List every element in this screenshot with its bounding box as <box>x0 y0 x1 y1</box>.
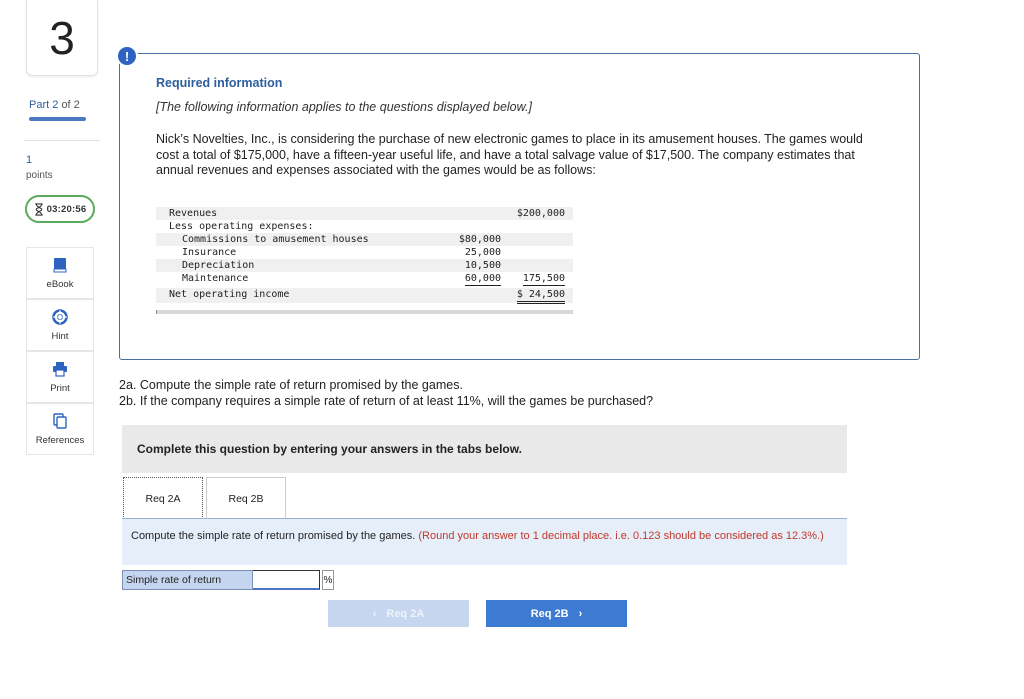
chevron-right-icon: › <box>578 607 583 620</box>
income-statement-table <box>156 204 573 314</box>
points-value: 1 <box>26 154 33 166</box>
hint-label: Hint <box>51 330 69 342</box>
simple-rate-label: Simple rate of return <box>122 570 253 590</box>
part-progress-bar <box>29 117 86 121</box>
problem-description: Nick’s Novelties, Inc., is considering the purchase of new electronic games to place in its amusement houses. The games would cost a total of $175,000, have a fifteen-year useful life, and have a total salvage value of $17,500. The company estimates that annual revenues and expenses associated with the games would be as follows: <box>156 132 863 177</box>
tab-req-2a[interactable]: Req 2A <box>123 477 203 519</box>
table-row <box>156 272 573 285</box>
sidebar-divider <box>24 140 100 141</box>
question-text <box>119 377 653 409</box>
table-row <box>156 233 573 246</box>
hint-button[interactable] <box>26 299 94 351</box>
rounding-hint: (Round your answer to 1 decimal place. i.e. 0.123 should be considered as 12.3%.) <box>418 530 824 542</box>
table-row <box>156 259 573 272</box>
answer-row <box>122 570 334 590</box>
references-label: References <box>35 434 85 446</box>
printer-icon <box>52 361 68 377</box>
required-info-title: Required information <box>156 76 283 90</box>
hourglass-icon <box>34 203 44 216</box>
commissions-label: Commissions to amusement houses <box>182 234 369 245</box>
depreciation-label: Depreciation <box>182 260 255 271</box>
table-row <box>156 246 573 259</box>
net-income-value: $ 24,500 <box>517 288 565 304</box>
timer-value: 03:20:56 <box>46 203 87 215</box>
complete-instruction-bar: Complete this question by entering your answers in the tabs below. <box>122 425 847 473</box>
points-label: points <box>26 170 53 181</box>
chevron-left-icon: ‹ <box>372 607 377 620</box>
ebook-label: eBook <box>46 278 74 290</box>
next-req-button[interactable] <box>486 600 627 627</box>
insurance-value: 25,000 <box>464 247 501 258</box>
required-info-note: [The following information applies to the questions displayed below.] <box>156 100 532 114</box>
sidebar <box>0 0 112 699</box>
total-expenses-value: 175,500 <box>522 273 565 284</box>
instruction-text: Compute the simple rate of return promised by the games. <box>131 530 416 542</box>
maintenance-label: Maintenance <box>182 273 249 284</box>
part-current: 2 <box>52 99 59 111</box>
percent-unit: % <box>322 570 334 590</box>
insurance-label: Insurance <box>182 247 237 258</box>
part-label: Part <box>29 99 50 111</box>
table-row <box>156 207 573 220</box>
commissions-value: $80,000 <box>458 234 501 245</box>
book-icon <box>52 257 68 273</box>
part-of: of 2 <box>61 99 80 111</box>
net-income-label: Net operating income <box>169 289 290 300</box>
copy-icon <box>52 413 68 429</box>
revenues-value: $200,000 <box>516 208 565 219</box>
less-expenses-label: Less operating expenses: <box>169 221 314 232</box>
ebook-button[interactable] <box>26 247 94 299</box>
references-button[interactable] <box>26 403 94 455</box>
timer[interactable] <box>25 195 95 223</box>
table-bottom-rule <box>156 310 573 314</box>
simple-rate-input[interactable] <box>253 570 320 590</box>
tab-req-2b[interactable]: Req 2B <box>206 477 286 519</box>
table-row <box>156 220 573 233</box>
prev-req-label: Req 2A <box>386 607 425 620</box>
question-2a: 2a. Compute the simple rate of return promised by the games. <box>119 378 463 392</box>
next-req-label: Req 2B <box>530 607 569 620</box>
print-label: Print <box>50 382 70 394</box>
revenues-label: Revenues <box>169 208 218 219</box>
table-row <box>156 288 573 303</box>
alert-icon: ! <box>116 45 138 67</box>
lifebuoy-icon <box>52 309 68 325</box>
print-button[interactable] <box>26 351 94 403</box>
compute-instruction <box>122 519 847 565</box>
question-number: 3 <box>26 0 98 76</box>
required-information-box <box>119 53 920 360</box>
maintenance-value: 60,000 <box>464 273 501 284</box>
prev-req-button[interactable] <box>328 600 469 627</box>
depreciation-value: 10,500 <box>464 260 501 271</box>
question-2b: 2b. If the company requires a simple rate of return of at least 11%, will the games be purchased? <box>119 394 654 408</box>
part-indicator <box>29 99 80 111</box>
